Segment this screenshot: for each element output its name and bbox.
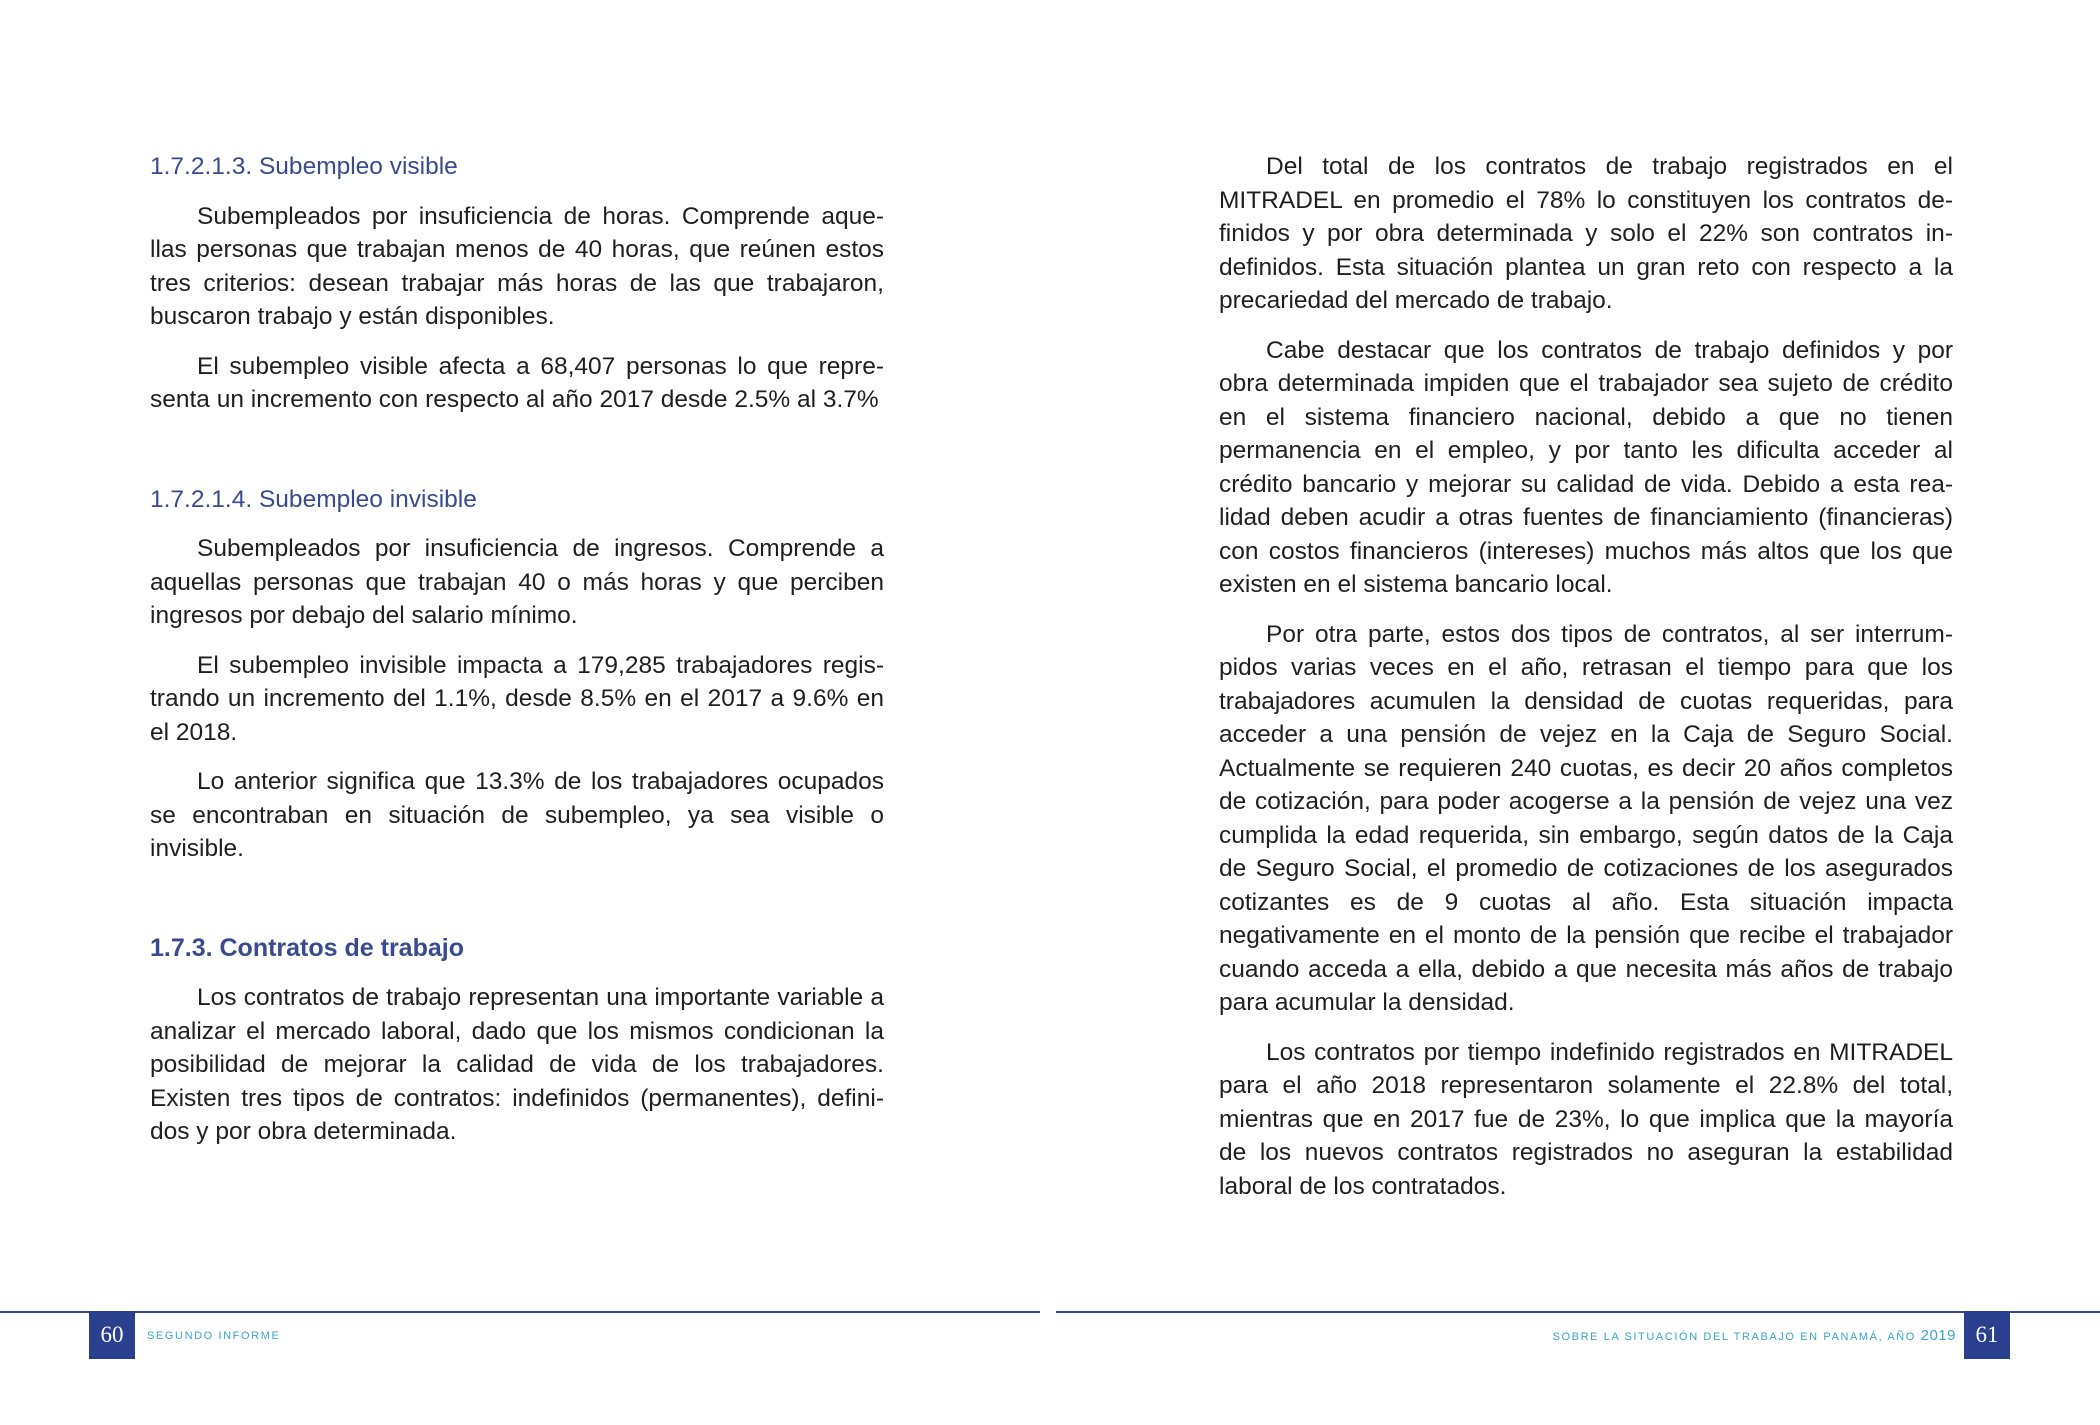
heading-contratos-de-trabajo: 1.7.3. Contratos de trabajo bbox=[150, 933, 464, 962]
page-number-right: 61 bbox=[1964, 1311, 2010, 1359]
paragraph: El subempleo visible afecta a 68,407 personas lo que representa un incremento con respecto al año 2017 desde 2.5% al 3.7% bbox=[150, 352, 884, 413]
right-text-column bbox=[1219, 150, 1953, 1219]
section-spacer bbox=[150, 882, 884, 932]
footer-right-text: SOBRE LA SITUACIÓN DEL TRABAJO EN PANAMÁ, AÑO bbox=[1552, 1331, 1916, 1343]
footer-rule-left bbox=[0, 1311, 1040, 1313]
paragraph: Los contratos por tiempo indefinido registrados en MITRADEL para el año 2018 representaron solamente el 22.8% del total, mientras que en 2017 fue de 23%, lo que implica que la mayoría de los nuevos contratos registrados no aseguran la estabilidad laboral de los contratados. bbox=[1219, 1038, 1953, 1200]
paragraph: Subempleados por insuficiencia de horas. Comprende aquellas personas que trabajan menos de 40 horas, que reúnen estos tres criterios: desean trabajar más horas de las que trabajaron, buscaron trabajo y están disponibles. bbox=[150, 202, 884, 330]
footer-year: 2019 bbox=[1920, 1327, 1956, 1344]
footer-rule-right bbox=[1056, 1311, 2100, 1313]
paragraph: Cabe destacar que los contratos de trabajo definidos y por obra determinada impiden que el trabajador sea sujeto de crédito en el sistema financiero nacional, debido a que no tienen permanencia en el empleo, y por tanto les dificulta acceder al crédito bancario y mejorar su calidad de vida. Debido a esta realidad deben acudir a otras fuentes de financiamiento (financieras) con costos financieros (intereses) muchos más altos que los que existen en el sistema bancario local. bbox=[1219, 336, 1953, 598]
paragraph: Del total de los contratos de trabajo registrados en el MITRADEL en promedio el 78% lo constituyen los contratos definidos y por obra determinada y solo el 22% son contratos indefinidos. Esta situación plantea un gran reto con respecto a la precariedad del mercado de trabajo. bbox=[1219, 153, 1953, 314]
section-spacer bbox=[150, 433, 884, 483]
paragraph: Lo anterior significa que 13.3% de los trabajadores ocupados se encontraban en situación de subempleo, ya sea visible o invisible. bbox=[150, 768, 884, 862]
footer-right bbox=[1553, 1326, 1956, 1347]
heading-subempleo-invisible: 1.7.2.1.4. Subempleo invisible bbox=[150, 485, 477, 513]
paragraph: El subempleo invisible impacta a 179,285 trabajadores registrando un incremento del 1.1%, desde 8.5% en el 2017 a 9.6% en el 2018. bbox=[150, 651, 884, 746]
heading-subempleo-visible: 1.7.2.1.3. Subempleo visible bbox=[150, 153, 458, 180]
right-page bbox=[1050, 0, 2100, 1425]
paragraph: Los contratos de trabajo representan una importante variable a analizar el mercado laboral, dado que los mismos condicionan la posibilidad de mejorar la calidad de vida de los trabajadores. Existen tres tipos de contratos: indefinidos (permanentes), definidos y por obra determinada. bbox=[150, 984, 884, 1145]
paragraph: Por otra parte, estos dos tipos de contratos, al ser interrumpidos varias veces en el año, retrasan el tiempo para que los trabajadores acumulen la densidad de cuotas requeridas, para acceder a una pensión de vejez en la Caja de Seguro Social. Actualmente se requieren 240 cuotas, es decir 20 años completos de cotización, para poder acogerse a la pensión de vejez una vez cumplida la edad requerida, sin embargo, según datos de la Caja de Seguro Social, el promedio de cotizaciones de los asegurados cotizantes es de 9 cuotas al año. Esta situación impacta negativamente en el monto de la pensión que recibe el trabajador cuando acceda a ella, debido a que necesita más años de trabajo para acumular la densidad. bbox=[1219, 620, 1953, 1016]
left-text-column bbox=[150, 150, 884, 1165]
paragraph: Subempleados por insuficiencia de ingresos. Comprende a aquellas personas que trabajan 40 o más horas y que perciben ingresos por debajo del salario mínimo. bbox=[150, 535, 884, 629]
footer-left-text: SEGUNDO INFORME bbox=[147, 1330, 281, 1342]
page-number-left: 60 bbox=[89, 1311, 135, 1359]
